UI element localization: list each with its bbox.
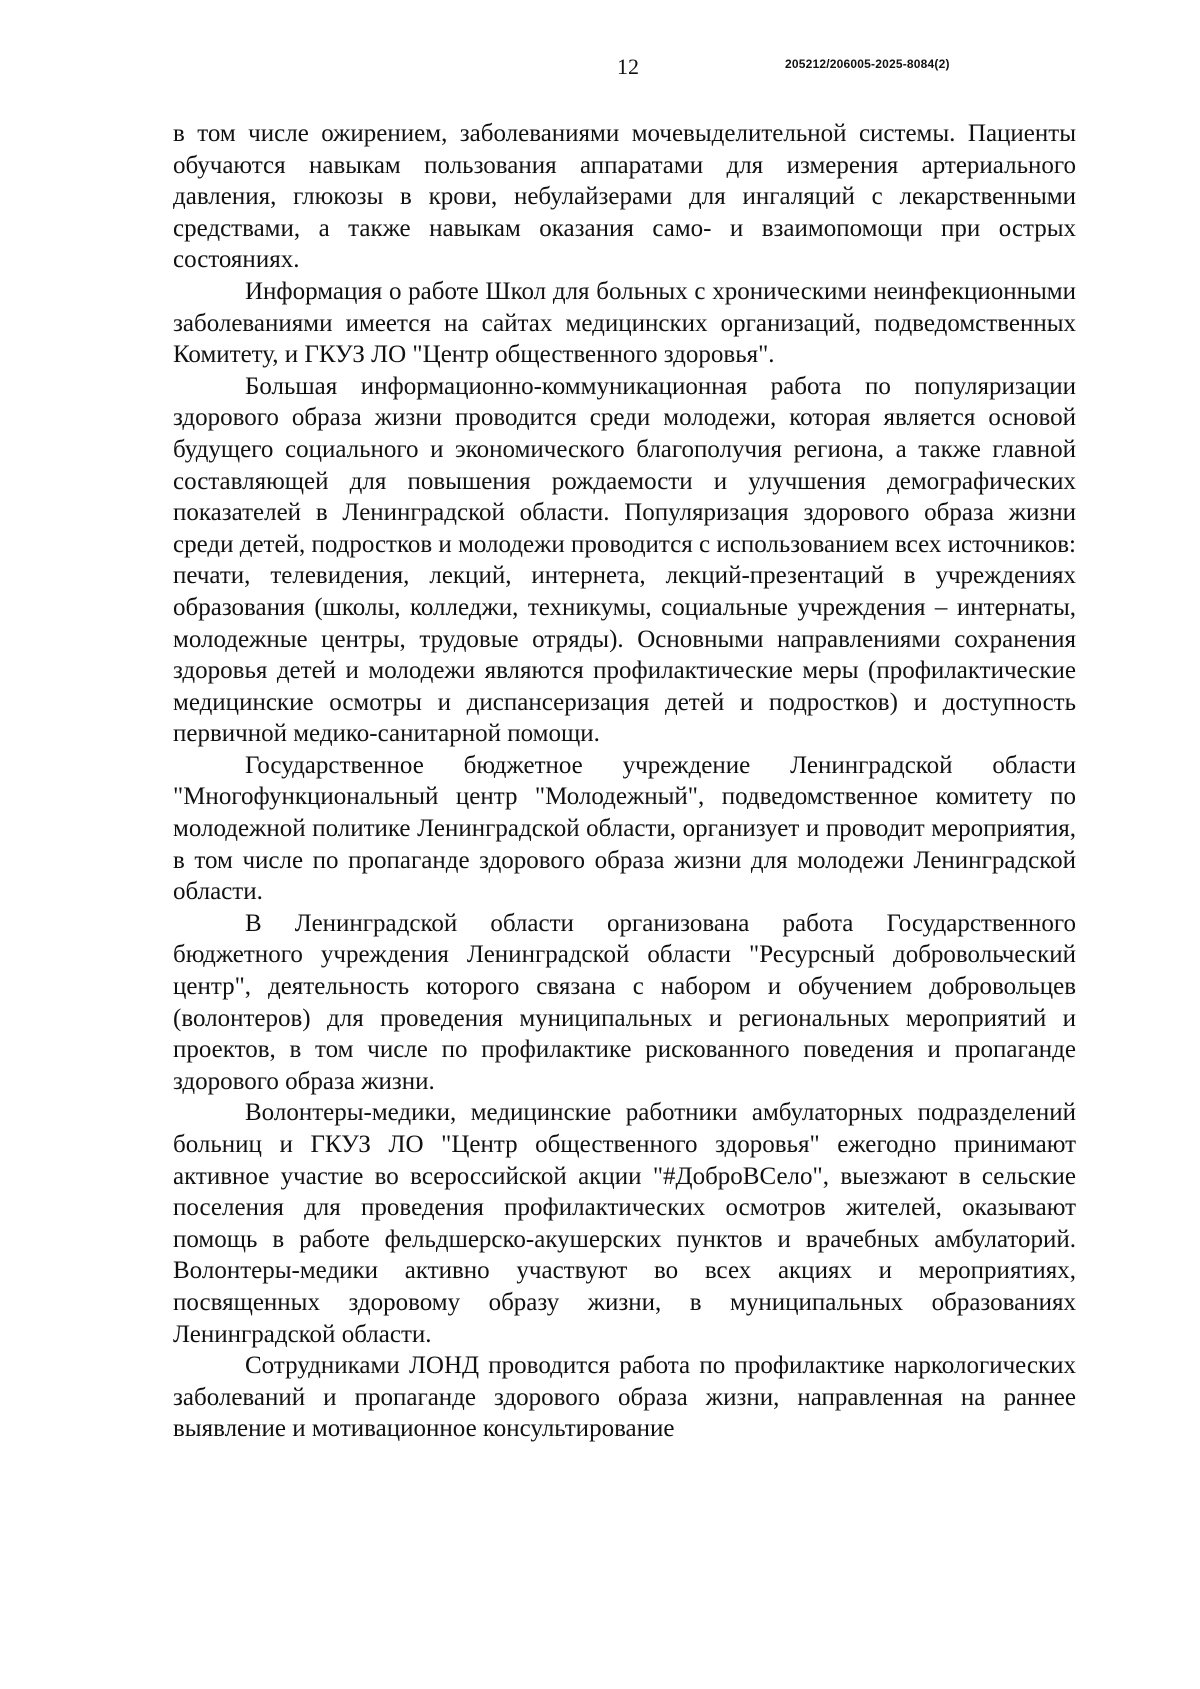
- paragraph-schools-info: Информация о работе Школ для больных с хроническими неинфекционными заболеваниями имеется на сайтах медицинских организаций, подведомственных Комитету, и ГКУЗ ЛО "Центр общественного здоровья".: [173, 277, 1076, 369]
- paragraph-volunteer-center: В Ленинградской области организована работа Государственного бюджетного учреждения Ленинградской области "Ресурсный добровольческий центр", деятельность которого связана с набором и обучением добровольцев (волонтеров) для проведения муниципальных и региональных мероприятий и проектов, в том числе по профилактике рискованного поведения и пропаганде здорового образа жизни.: [173, 909, 1076, 1095]
- page-number: 12: [617, 54, 639, 79]
- document-id: 205212/206005-2025-8084(2): [785, 57, 950, 71]
- paragraph-youth-popularization: Большая информационно-коммуникационная работа по популяризации здорового образа жизни проводится среди молодежи, которая является основой будущего социального и экономического благополучия региона, а также главной составляющей для повышения рождаемости и улучшения демографических показателей в Ленинградской области. Популяризация здорового образа жизни среди детей, подростков и молодежи проводится с использованием всех источников: печати, телевидения, лекций, интернета, лекций-презентаций в учреждениях образования (школы, колледжи, техникумы, социальные учреждения – интернаты, молодежные центры, трудовые отряды). Основными направлениями сохранения здоровья детей и молодежи являются профилактические меры (профилактические медицинские осмотры и диспансеризация детей и подростков) и доступность первичной медико-санитарной помощи.: [173, 372, 1076, 748]
- body-text: [173, 118, 1076, 1445]
- paragraph-lond: Сотрудниками ЛОНД проводится работа по профилактике наркологических заболеваний и пропаганде здорового образа жизни, направленная на раннее выявление и мотивационное консультирование: [173, 1352, 1076, 1443]
- paragraph-molodezhny-center: Государственное бюджетное учреждение Ленинградской области "Многофункциональный центр "Молодежный", подведомственное комитету по молодежной политике Ленинградской области, организует и проводит мероприятия, в том числе по пропаганде здорового образа жизни для молодежи Ленинградской области.: [173, 751, 1076, 906]
- paragraph-volunteer-medics: Волонтеры-медики, медицинские работники амбулаторных подразделений больниц и ГКУЗ ЛО "Центр общественного здоровья" ежегодно принимают активное участие во всероссийской акции "#ДоброВСело", выезжают в сельские поселения для проведения профилактических осмотров жителей, оказывают помощь в работе фельдшерско-акушерских пунктов и врачебных амбулаторий. Волонтеры-медики активно участвуют во всех акциях и мероприятиях, посвященных здоровому образу жизни, в муниципальных образованиях Ленинградской области.: [173, 1099, 1076, 1348]
- paragraph-continued: в том числе ожирением, заболеваниями мочевыделительной системы. Пациенты обучаются навыкам пользования аппаратами для измерения артериального давления, глюкозы в крови, небулайзерами для ингаляций с лекарственными средствами, а также навыкам оказания само- и взаимопомощи при острых состояниях.: [173, 120, 1076, 274]
